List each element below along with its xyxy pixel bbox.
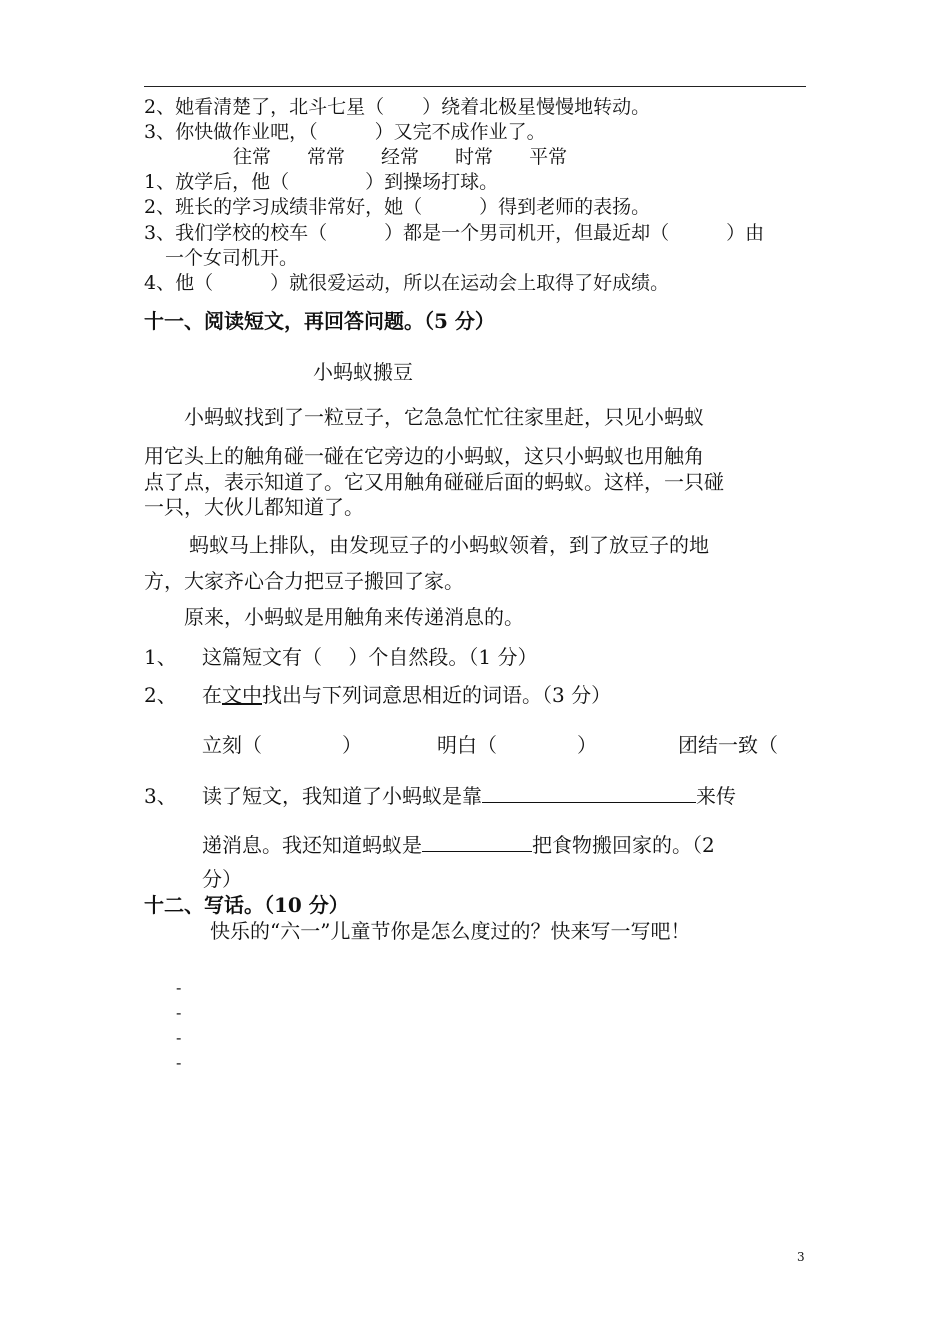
question-2	[144, 682, 611, 708]
synonym-1: 立刻（ ）	[202, 733, 362, 757]
story-p1-line3: 点了点，表示知道了。它又用触角碰碰后面的蚂蚁。这样，一只碰	[144, 470, 724, 494]
question-number: 2、	[144, 683, 177, 707]
question-text-rest: 来传	[696, 784, 736, 808]
answer-blank[interactable]	[482, 782, 696, 803]
question-3	[144, 782, 736, 809]
underlined-word: 文中	[222, 683, 262, 707]
question-number: 3、	[144, 784, 177, 808]
synonym-3: 团结一致（	[678, 733, 778, 757]
word-option: 常常	[307, 146, 346, 168]
fill-sentence-2: 2、班长的学习成绩非常好，她（ ）得到老师的表扬。	[144, 196, 651, 218]
word-option: 往常	[233, 146, 272, 168]
question-text: 这篇短文有（ ）个自然段。（1 分）	[202, 645, 538, 669]
answer-blank[interactable]	[422, 831, 532, 852]
story-p2-line1: 蚂蚁马上排队，由发现豆子的小蚂蚁领着，到了放豆子的地	[189, 533, 709, 557]
question-3-line3: 分）	[202, 867, 242, 891]
sentence-2: 2、她看清楚了，北斗七星（ ）绕着北极星慢慢地转动。	[144, 96, 651, 118]
word-options	[233, 145, 603, 169]
question-text-rest: 把食物搬回家的。（2	[532, 833, 715, 857]
top-rule	[144, 86, 806, 87]
fill-sentence-4: 4、他（ ）就很爱运动，所以在运动会上取得了好成绩。	[144, 272, 670, 294]
synonym-2: 明白（ ）	[437, 733, 597, 757]
sentence-3: 3、你快做作业吧，（ ）又完不成作业了。	[144, 121, 546, 143]
question-text-rest: 找出与下列词意思相近的词语。（3 分）	[262, 683, 612, 707]
story-p2-line2: 方，大家齐心合力把豆子搬回了家。	[144, 569, 464, 593]
question-text: 递消息。我还知道蚂蚁是	[202, 833, 422, 857]
fill-sentence-3-cont: 一个女司机开。	[165, 247, 299, 269]
section-11-heading: 十一、阅读短文，再回答问题。（5 分）	[144, 309, 495, 333]
word-option: 时常	[455, 146, 494, 168]
story-title: 小蚂蚁搬豆	[313, 360, 413, 384]
question-number: 1、	[144, 645, 177, 669]
writing-line-marker: -	[176, 1028, 182, 1047]
writing-line-marker: -	[176, 978, 182, 997]
question-text: 读了短文，我知道了小蚂蚁是靠	[202, 784, 482, 808]
writing-line-marker: -	[176, 1003, 182, 1022]
question-text: 在	[202, 683, 222, 707]
fill-sentence-3: 3、我们学校的校车（ ）都是一个男司机开，但最近却（ ）由	[144, 222, 765, 244]
question-1	[144, 644, 537, 670]
story-p1-line1: 小蚂蚁找到了一粒豆子，它急急忙忙往家里赶，只见小蚂蚁	[184, 405, 704, 429]
word-option: 经常	[381, 146, 420, 168]
section-12-heading: 十二、写话。（10 分）	[144, 893, 349, 917]
story-p1-line4: 一只，大伙儿都知道了。	[144, 495, 364, 519]
writing-line-marker: -	[176, 1053, 182, 1072]
writing-prompt: 快乐的“六一”儿童节你是怎么度过的？快来写一写吧！	[210, 919, 691, 943]
word-option: 平常	[529, 146, 568, 168]
page-number: 3	[797, 1250, 805, 1264]
question-3-line2	[202, 831, 715, 858]
fill-sentence-1: 1、放学后，他（ ）到操场打球。	[144, 171, 499, 193]
story-p1-line2: 用它头上的触角碰一碰在它旁边的小蚂蚁，这只小蚂蚁也用触角	[144, 444, 704, 468]
story-p3: 原来，小蚂蚁是用触角来传递消息的。	[184, 605, 524, 629]
